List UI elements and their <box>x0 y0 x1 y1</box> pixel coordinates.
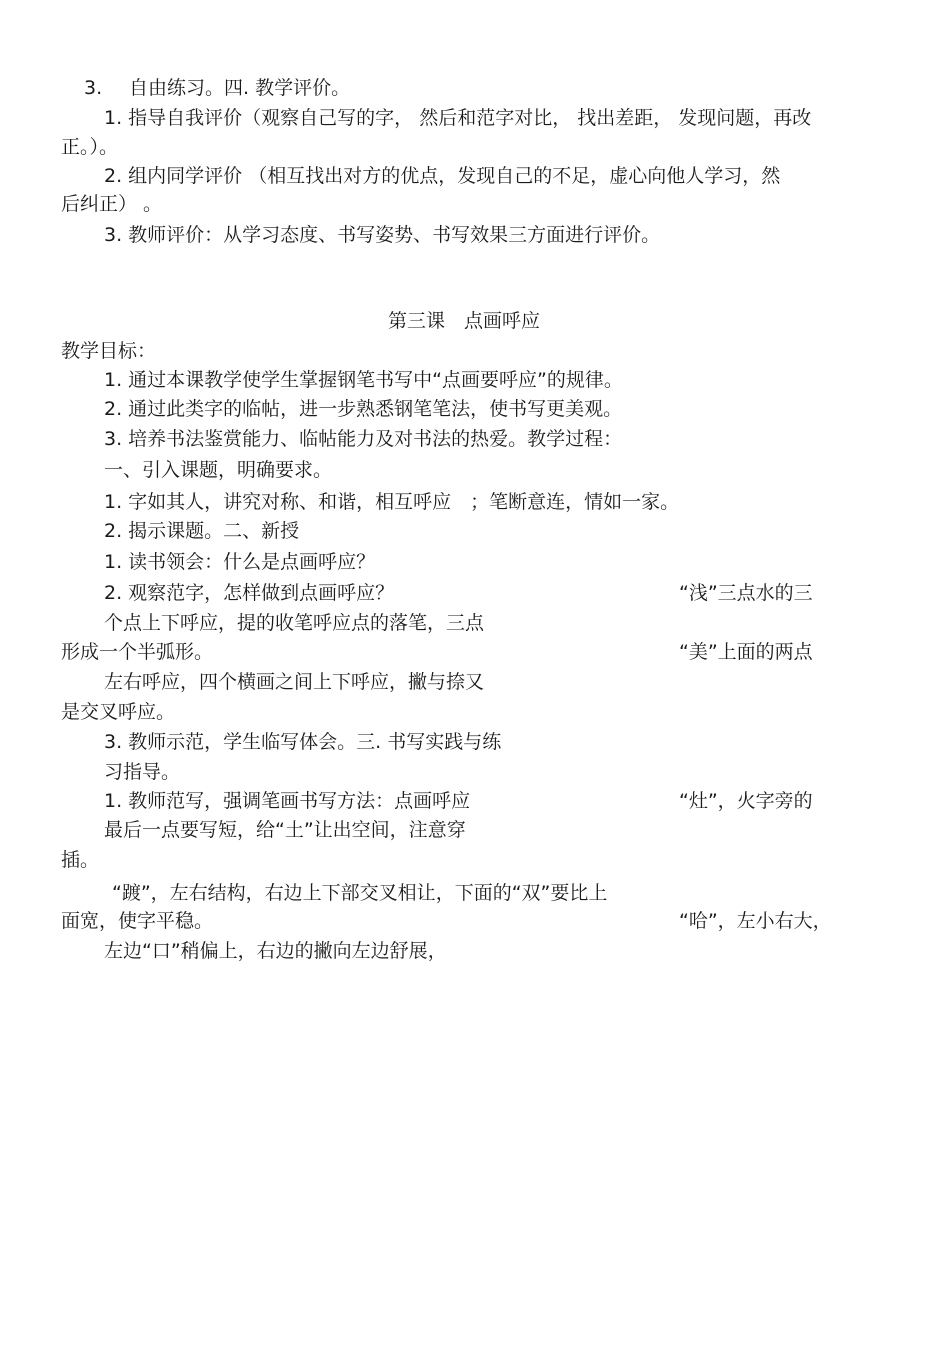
text-line: 左右呼应，四个横画之间上下呼应，撇与捺又 <box>104 671 485 693</box>
text-line: 1. 字如其人，讲究对称、和谐，相互呼应 ；笔断意连，情如一家。 <box>104 491 680 513</box>
text-line: “踱”，左右结构，右边上下部交叉相让，下面的“双”要比上 <box>112 882 608 904</box>
text-line: 1. 通过本课教学使学生掌握钢笔书写中“点画要呼应”的规律。 <box>104 369 623 391</box>
text-line: “灶”，火字旁的 <box>679 790 813 812</box>
text-line: 2. 通过此类字的临帖，进一步熟悉钢笔笔法，使书写更美观。 <box>104 398 623 420</box>
text-line: “哈”，左小右大， <box>679 910 832 932</box>
text-line: 1. 指导自我评价（观察自己写的字， 然后和范字对比， 找出差距， 发现问题，再改 <box>104 107 812 129</box>
step-heading: 一、引入课题，明确要求。 <box>104 459 333 481</box>
text-line: 后纠正） 。 <box>61 193 163 215</box>
text-line: 面宽，使字平稳。 <box>61 910 214 932</box>
text-line: 2. 组内同学评价 （相互找出对方的优点，发现自己的不足，虚心向他人学习，然 <box>104 165 781 187</box>
text-line: 1. 读书领会：什么是点画呼应？ <box>104 551 376 573</box>
lesson-title: 第三课 点画呼应 <box>388 310 541 332</box>
text-line: 习指导。 <box>104 761 181 783</box>
text-line: 1. 教师范写，强调笔画书写方法：点画呼应 <box>104 790 471 812</box>
text-line: 自由练习。四. 教学评价。 <box>129 77 351 99</box>
text-line: “美”上面的两点 <box>679 641 813 663</box>
text-line: 个点上下呼应，提的收笔呼应点的落笔，三点 <box>104 612 485 634</box>
text-line: 正。）。 <box>61 136 119 158</box>
text-line: 左边“口”稍偏上，右边的撇向左边舒展， <box>104 940 447 962</box>
item-number: 3. <box>84 77 103 99</box>
goals-heading: 教学目标： <box>61 340 157 362</box>
text-line: 3. 培养书法鉴赏能力、临帖能力及对书法的热爱。教学过程： <box>104 428 623 450</box>
text-line: 3. 教师评价：从学习态度、书写姿势、书写效果三方面进行评价。 <box>104 224 661 246</box>
text-line: 是交叉呼应。 <box>61 701 176 723</box>
text-line: 插。 <box>61 849 100 871</box>
text-line: 2. 观察范字，怎样做到点画呼应？ <box>104 582 395 604</box>
text-line: 形成一个半弧形。 <box>61 641 214 663</box>
text-line: “浅”三点水的三 <box>679 582 813 604</box>
text-line: 2. 揭示课题。二、新授 <box>104 520 300 542</box>
text-line: 3. 教师示范，学生临写体会。三. 书写实践与练 <box>104 731 502 753</box>
text-line: 最后一点要写短，给“土”让出空间，注意穿 <box>104 819 466 841</box>
